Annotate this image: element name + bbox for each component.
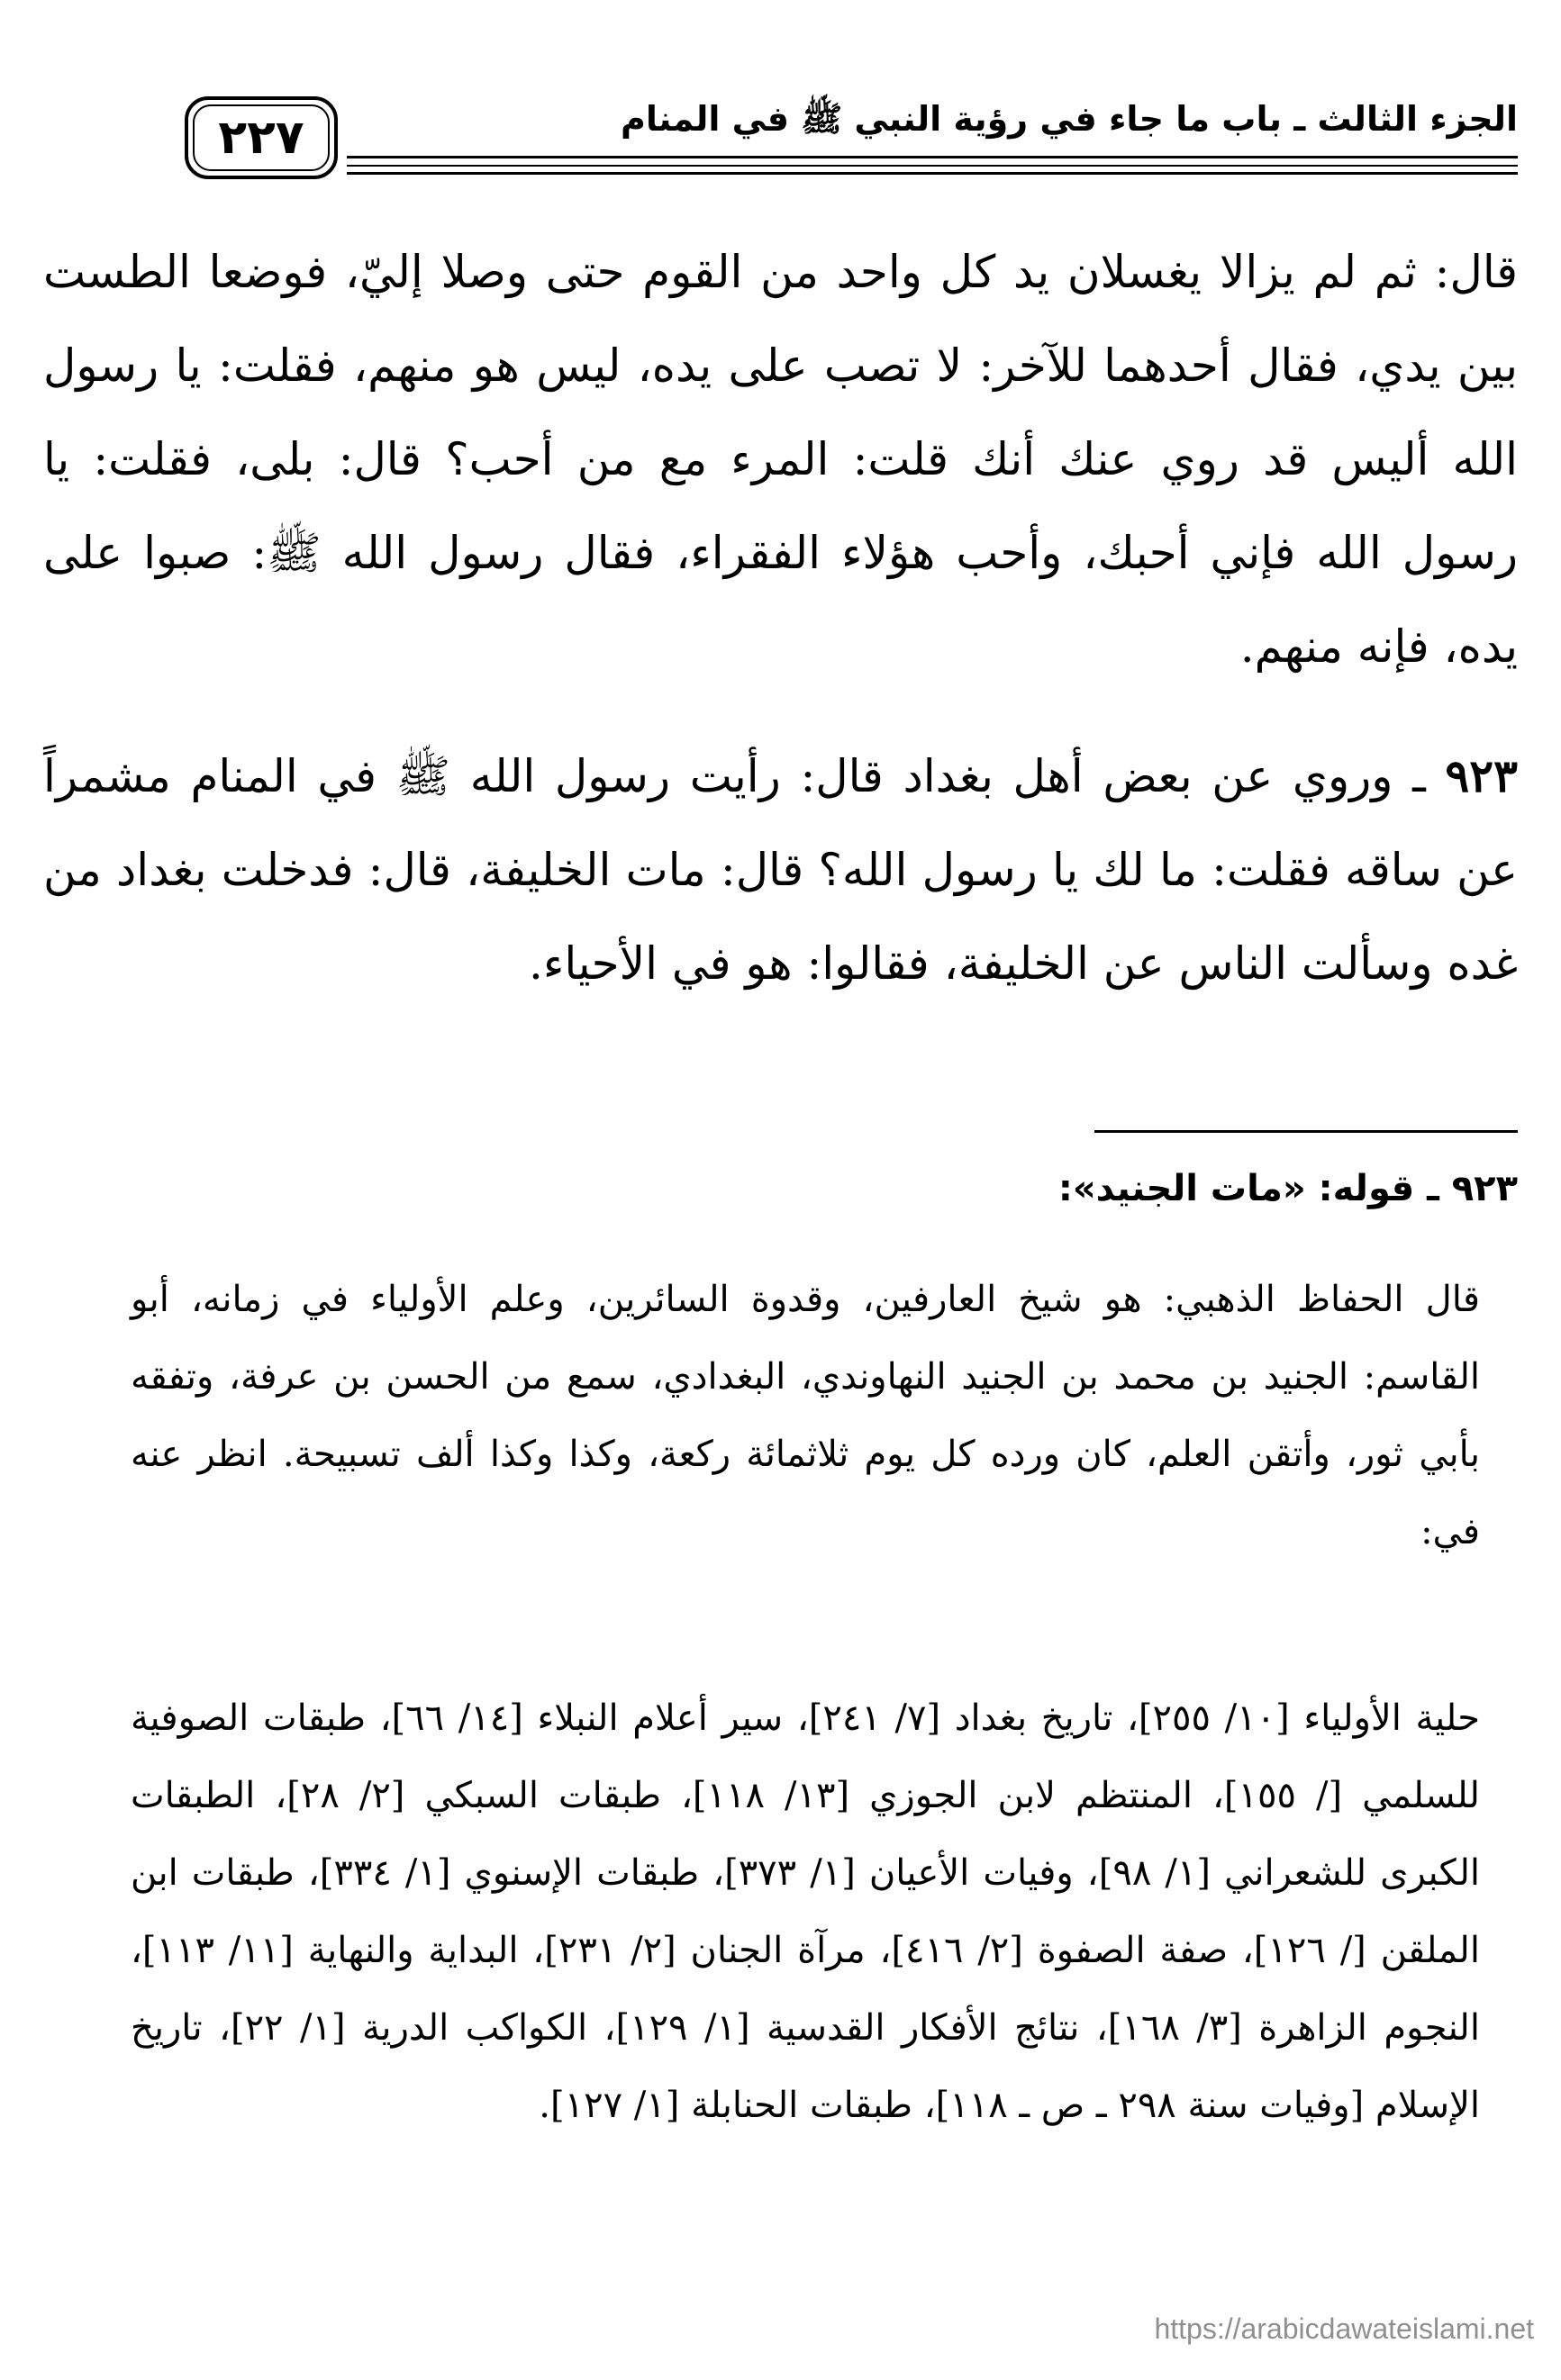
page-number-frame — [185, 96, 338, 179]
main-paragraph-1 — [43, 225, 1518, 693]
entry-number: ٩٢٣ — [1445, 749, 1518, 802]
paragraph-text: قال: ثم لم يزالا يغسلان يد كل واحد من القوم حتى وصلا إليّ، فوضعا الطست بين يدي، فقال أحدهما للآخر: لا تصب على يده، ليس هو منهم، فقلت: يا رسول الله أليس قد روي عنك أنك قلت: المرء مع من أحب؟ قال: بلى، فقلت: يا رسول الله فإني أحبك، وأحب هؤلاء الفقراء، فقال رسول الله ﷺ: صبوا على يده، فإنه منهم. — [43, 246, 1518, 673]
footnote-text: حلية الأولياء [١٠/ ٢٥٥]، تاريخ بغداد [٧/ ٢٤١]، سير أعلام النبلاء [١٤/ ٦٦]، طبقات الصوفية للسلمي [/ ١٥٥]، المنتظم لابن الجوزي [١٣/ ١١٨]، طبقات السبكي [٢/ ٢٨]، الطبقات الكبرى للشعراني [١/ ٩٨]، وفيات الأعيان [١/ ٣٧٣]، طبقات الإسنوي [١/ ٣٣٤]، طبقات ابن الملقن [/ ١٢٦]، صفة الصفوة [٢/ ٤١٦]، مرآة الجنان [٢/ ٢٣١]، البداية والنهاية [١١/ ١١٣]، النجوم الزاهرة [٣/ ١٦٨]، نتائج الأفكار القدسية [١/ ١٢٩]، الكواكب الدرية [١/ ٢٢]، تاريخ الإسلام [وفيات سنة ٢٩٨ ـ ص ـ ١١٨]، طبقات الحنابلة [١/ ١٢٧]. — [131, 1697, 1481, 2126]
header-rule — [347, 172, 1518, 175]
main-paragraph-2 — [43, 729, 1518, 1010]
footnote-text: قال الحفاظ الذهبي: هو شيخ العارفين، وقدوة السائرين، وعلم الأولياء في زمانه، أبو القاسم: الجنيد بن محمد بن الجنيد النهاوندي، البغدادي، سمع من الحسن بن عرفة، وتفقه بأبي ثور، وأتقن العلم، كان ورده كل يوم ثلاثمائة ركعة، وكذا وكذا ألف تسبيحة. انظر عنه في: — [131, 1279, 1481, 1552]
footnote-paragraph-1 — [131, 1261, 1480, 1570]
page-header — [131, 86, 1518, 194]
footnote-paragraph-2 — [131, 1679, 1480, 2144]
watermark-url: https://arabicdawateislami.net — [1154, 2312, 1534, 2345]
footnote-heading: ٩٢٣ ـ قوله: «مات الجنيد»: — [1057, 1168, 1518, 1209]
paragraph-text — [43, 729, 1518, 1010]
page-number: ٢٢٧ — [218, 111, 304, 165]
running-title: الجزء الثالث ـ باب ما جاء في رؤية النبي ﷺ في المنام — [621, 99, 1518, 139]
header-rule — [347, 165, 1518, 167]
entry-text: ـ وروي عن بعض أهل بغداد قال: رأيت رسول الله ﷺ في المنام مشمراً عن ساقه فقلت: ما لك يا رسول الله؟ قال: مات الخليفة، قال: فدخلت بغداد من غده وسألت الناس عن الخليفة، فقالوا: هو في الأحياء. — [43, 750, 1518, 990]
header-rule — [347, 156, 1518, 158]
footnote-separator — [1094, 1130, 1518, 1133]
